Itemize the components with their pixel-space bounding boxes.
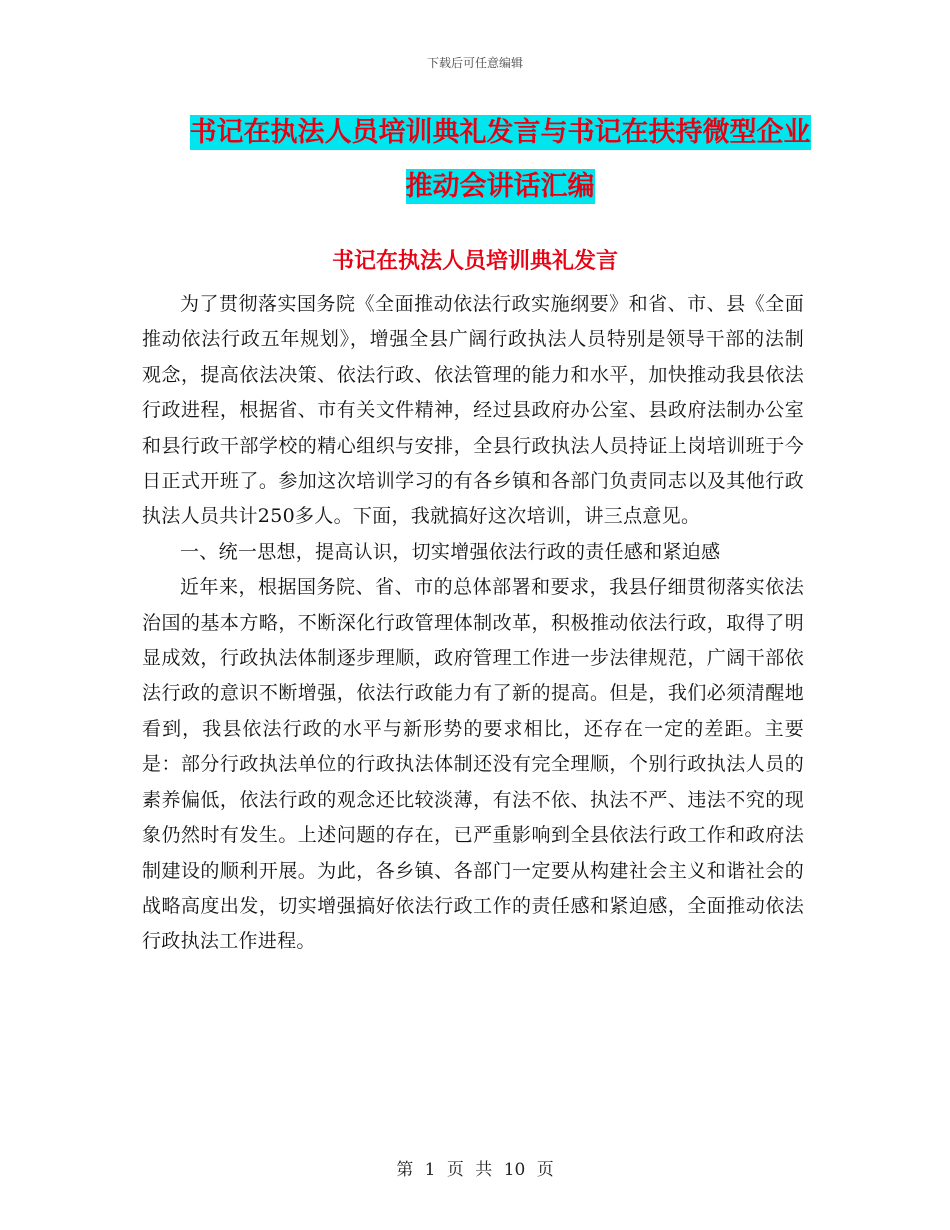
paragraph-heading: 一、统一思想，提高认识，切实增强依法行政的责任感和紧迫感 (180, 540, 721, 563)
paragraph: 为了贯彻落实国务院《全面推动依法行政实施纲要》和省、市、县《全面推动依法行政五年规划》，增强全县广阔行政执法人员特别是领导干部的法制观念，提高依法决策、依法行政、依法管理的能力和水平，加快推动我县依法行政进程，根据省、市有关文件精神，经过县政府办公室、县政府法制办公室和县行政干部学校的精心组织与安排，全县行政执法人员持证上岗培训班于今日正式开班了。参加这次培训学习的有各乡镇和各部门负责同志以及其他行政执法人员共计250多人。下面，我就搞好这次培训，讲三点意见。 (142, 293, 804, 528)
section-title: 书记在执法人员培训典礼发言 (331, 249, 618, 274)
body-text (142, 287, 804, 960)
page-number: 第 1 页 共 10 页 (396, 1160, 554, 1180)
header-note: 下载后可任意编辑 (426, 56, 523, 70)
paragraph: 近年来，根据国务院、省、市的总体部署和要求，我县仔细贯彻落实依法治国的基本方略，不断深化行政管理体制改革，积极推动依法行政，取得了明显成效，行政执法体制逐步理顺，政府管理工作进一步法律规范，广阔干部依法行政的意识不断增强，依法行政能力有了新的提高。但是，我们必须清醒地看到，我县依法行政的水平与新形势的要求相比，还存在一定的差距。主要是：部分行政执法单位的行政执法体制还没有完全理顺，个别行政执法人员的素养偏低，依法行政的观念还比较淡薄，有法不依、执法不严、违法不究的现象仍然时有发生。上述问题的存在，已严重影响到全县依法行政工作和政府法制建设的顺利开展。为此，各乡镇、各部门一定要从构建社会主义和谐社会的战略高度出发，切实增强搞好依法行政工作的责任感和紧迫感，全面推动依法行政执法工作进程。 (142, 576, 804, 953)
document-title-line-2: 推动会讲话汇编 (405, 171, 595, 202)
document-title-line-1: 书记在执法人员培训典礼发言与书记在扶持微型企业 (189, 117, 811, 148)
document-title (100, 106, 900, 214)
